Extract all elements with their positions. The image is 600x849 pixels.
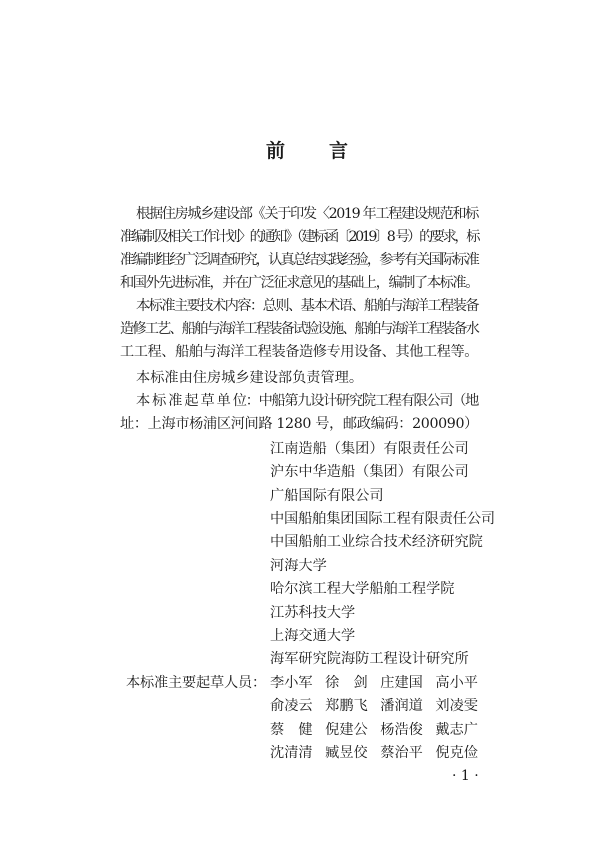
drafting-unit-line: 本 标 准 起 草 单 位：中船第九设计研究院工程有限公司（地 [136, 393, 478, 409]
drafter-name: 杨浩俊 [380, 722, 423, 738]
page-title [266, 136, 348, 163]
para2-line: 本标准主要技术内容：总则、基本术语、船舶与海洋工程装备 [136, 298, 478, 314]
page-number: · 1 · [452, 768, 479, 784]
drafter-name: 臧昱佼 [325, 745, 368, 761]
drafter-name: 倪克俭 [435, 745, 478, 761]
drafter-name: 戴志广 [435, 722, 478, 738]
drafter-name: 倪建公 [325, 722, 368, 738]
org-item: 中国船舶工业综合技术经济研究院 [270, 534, 483, 550]
para1-line: 根据住房城乡建设部《关于印发〈2019 年工程建设规范和标 [136, 206, 478, 222]
org-item: 江南造船（集团）有限责任公司 [270, 441, 469, 457]
org-item: 江苏科技大学 [270, 605, 356, 621]
drafting-unit-line: 址：上海市杨浦区河间路 1280 号，邮政编码：200090） [120, 416, 478, 432]
org-item: 上海交通大学 [270, 628, 356, 644]
drafter-name: 俞凌云 [270, 698, 313, 714]
title-char-1: 前 [266, 140, 286, 162]
title-char-2: 言 [329, 140, 349, 162]
drafter-name: 蔡治平 [380, 745, 423, 761]
para2-line: 工工程、船舶与海洋工程装备造修专用设备、其他工程等。 [120, 344, 478, 360]
org-item: 沪东中华造船（集团）有限公司 [270, 464, 469, 480]
drafter-name: 郑鹏飞 [325, 698, 368, 714]
drafter-name: 高小平 [435, 675, 478, 691]
drafter-name: 蔡 健 [270, 722, 313, 738]
org-item: 海军研究院海防工程设计研究所 [270, 651, 469, 667]
drafter-name: 刘凌雯 [435, 698, 478, 714]
org-item: 哈尔滨工程大学船舶工程学院 [270, 581, 455, 597]
para1-line: 准编制及相关工作计划〉的通知》（建标函〔2019〕8 号）的要求，标 [120, 229, 478, 245]
para1-line: 准编制组经广泛调查研究，认真总结实践经验，参考有关国际标准 [120, 252, 478, 268]
drafter-name: 潘润道 [380, 698, 423, 714]
org-item: 中国船舶集团国际工程有限责任公司 [270, 511, 495, 527]
para2-line: 造修工艺、船舶与海洋工程装备试验设施、船舶与海洋工程装备水 [120, 321, 478, 337]
drafter-name: 沈清清 [270, 745, 313, 761]
drafter-name: 徐 剑 [325, 675, 368, 691]
drafter-name: 李小军 [270, 675, 313, 691]
para1-line: 和国外先进标准，并在广泛征求意见的基础上，编制了本标准。 [120, 275, 478, 291]
para3: 本标准由住房城乡建设部负责管理。 [136, 370, 364, 386]
drafters-row [270, 743, 478, 763]
drafters-row [270, 696, 478, 716]
drafters-row [270, 673, 478, 693]
org-item: 河海大学 [270, 558, 327, 574]
drafters-label: 本标准主要起草人员： [126, 675, 266, 691]
drafters-row [270, 720, 478, 740]
drafter-name: 庄建国 [380, 675, 423, 691]
org-item: 广船国际有限公司 [270, 488, 384, 504]
